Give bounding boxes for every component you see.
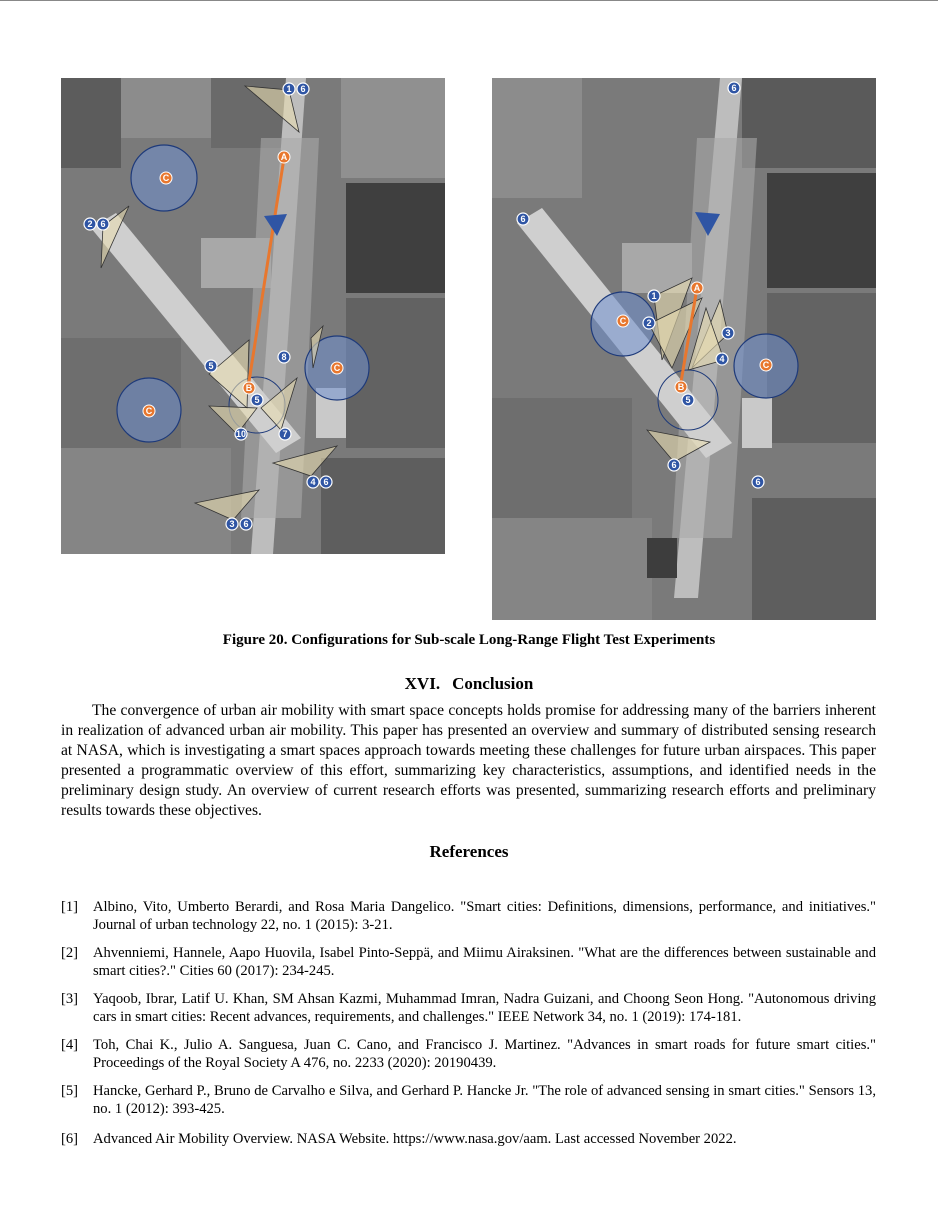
svg-text:4: 4 <box>719 354 725 364</box>
aerial-map-left <box>61 78 445 554</box>
svg-text:2: 2 <box>87 219 93 229</box>
reference-number: [4] <box>61 1037 79 1053</box>
svg-text:10: 10 <box>235 429 247 439</box>
svg-text:6: 6 <box>100 219 106 229</box>
section-title: Conclusion <box>452 674 534 693</box>
conclusion-paragraph: The convergence of urban air mobility with smart space concepts holds promise for addressing many of the barriers inherent in realization of advanced urban air mobility. This paper has presented an overview and summary of distributed sensing research at NASA, which is investigating a smart spaces approach towards meeting these challenges for future urban airspaces. This paper presented a programmatic overview of this effort, summarizing key characteristics, assumptions, and identified needs in the preliminary design study. An overview of current research efforts was presented, summarizing research efforts and preliminary results towards these objectives. <box>61 702 876 819</box>
svg-text:6: 6 <box>300 84 306 94</box>
svg-text:6: 6 <box>671 460 677 470</box>
svg-text:5: 5 <box>685 395 691 405</box>
reference-number: [5] <box>61 1083 79 1099</box>
svg-text:4: 4 <box>310 477 316 487</box>
reference-item <box>61 1082 876 1118</box>
svg-text:1: 1 <box>286 84 292 94</box>
svg-text:5: 5 <box>254 395 260 405</box>
reference-number: [3] <box>61 991 79 1007</box>
reference-item <box>61 898 876 934</box>
position-marker-b <box>243 382 255 394</box>
reference-number: [1] <box>61 899 79 915</box>
svg-text:B: B <box>677 382 685 392</box>
svg-text:6: 6 <box>731 83 737 93</box>
reference-text: Yaqoob, Ibrar, Latif U. Khan, SM Ahsan Kazmi, Muhammad Imran, Nadra Guizani, and Choong Seon Hong. "Autonomous driving cars in smart cities: Recent advances, requirements, and challenges." IEEE Network 34, no. 1 (2019): 174-181. <box>93 991 876 1025</box>
svg-text:3: 3 <box>229 519 235 529</box>
svg-text:6: 6 <box>243 519 249 529</box>
svg-text:C: C <box>619 316 627 326</box>
reference-text: Albino, Vito, Umberto Berardi, and Rosa Maria Dangelico. "Smart cities: Definitions, dimensions, performance, and initiatives." Journal of urban technology 22, no. 1 (2015): 3-21. <box>93 899 876 933</box>
svg-text:C: C <box>762 360 770 370</box>
position-marker-b-right <box>675 381 687 393</box>
svg-text:5: 5 <box>208 361 214 371</box>
svg-text:A: A <box>280 152 288 162</box>
svg-text:6: 6 <box>323 477 329 487</box>
svg-text:A: A <box>693 283 701 293</box>
svg-text:C: C <box>333 363 341 373</box>
svg-text:8: 8 <box>281 352 287 362</box>
page-top-rule <box>0 0 938 1</box>
svg-text:7: 7 <box>282 429 288 439</box>
reference-text: Ahvenniemi, Hannele, Aapo Huovila, Isabel Pinto-Seppä, and Miimu Airaksinen. "What are the differences between sustainable and smart cities?." Cities 60 (2017): 234-245. <box>93 945 876 979</box>
svg-text:6: 6 <box>755 477 761 487</box>
reference-item <box>61 944 876 980</box>
svg-text:6: 6 <box>520 214 526 224</box>
aerial-map-left-graphic <box>61 78 445 554</box>
svg-text:2: 2 <box>646 318 652 328</box>
figure-caption: Figure 20. Configurations for Sub-scale Long-Range Flight Test Experiments <box>222 632 716 648</box>
reference-text: Advanced Air Mobility Overview. NASA Website. https://www.nasa.gov/aam. Last accessed November 2022. <box>93 1131 737 1147</box>
svg-text:B: B <box>245 383 253 393</box>
reference-text: Toh, Chai K., Julio A. Sanguesa, Juan C. Cano, and Francisco J. Martinez. "Advances in smart roads for future smart cities." Proceedings of the Royal Society A 476, no. 2233 (2020): 20190439. <box>93 1037 876 1071</box>
reference-item <box>61 990 876 1026</box>
reference-item <box>61 1130 876 1148</box>
reference-item <box>61 1036 876 1072</box>
position-marker-a <box>278 151 290 163</box>
aerial-map-right <box>492 78 876 620</box>
reference-number: [2] <box>61 945 79 961</box>
svg-text:1: 1 <box>651 291 657 301</box>
svg-text:3: 3 <box>725 328 731 338</box>
reference-text: Hancke, Gerhard P., Bruno de Carvalho e Silva, and Gerhard P. Hancke Jr. "The role of advanced sensing in smart cities." Sensors 13, no. 1 (2012): 393-425. <box>93 1083 876 1117</box>
section-heading <box>0 674 938 694</box>
section-number: XVI. <box>404 674 441 693</box>
svg-text:C: C <box>162 173 170 183</box>
svg-text:C: C <box>145 406 153 416</box>
reference-number: [6] <box>61 1131 79 1147</box>
position-marker-a-right <box>691 282 703 294</box>
aerial-map-right-graphic <box>492 78 876 620</box>
references-heading: References <box>429 842 509 861</box>
references-list <box>61 898 876 1158</box>
